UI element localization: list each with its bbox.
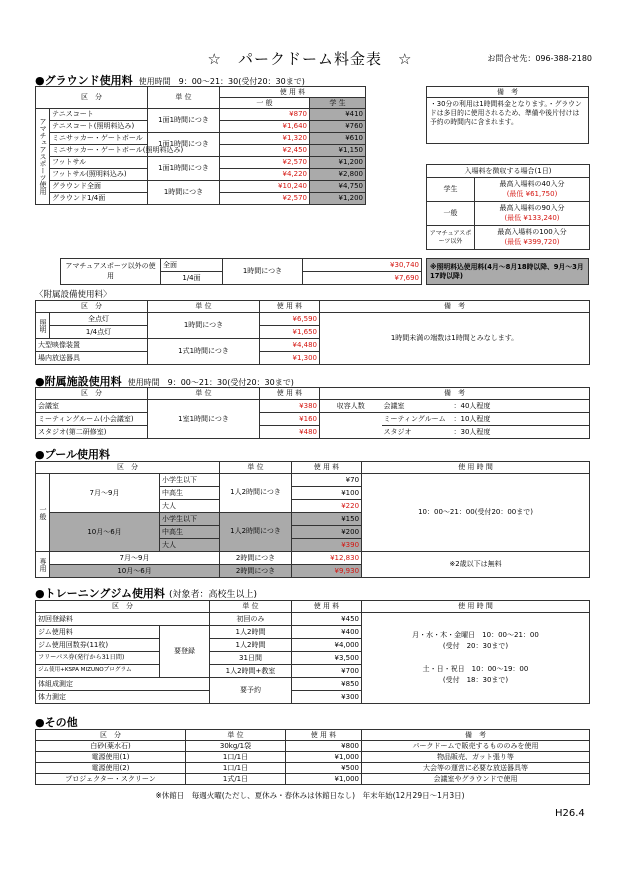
pool-exclusive-winter: 10月～6月 [50,565,220,578]
equipment-col-remarks: 備 考 [320,301,590,313]
equipment-fee: ¥4,480 [260,339,320,352]
other-fee: ¥1,000 [286,752,362,763]
facility-capacity-label: 収容人数 [320,400,382,413]
other-col-fee: 使 用 料 [286,730,362,741]
ground-table [35,86,422,205]
pool-heading: ●プール使用料 [35,448,111,461]
ground-side-label: アマチュアスポーツ使用 [36,109,50,205]
other-unit: 1式/1日 [186,774,286,785]
gym-heading [35,585,257,601]
pool-period-summer: 7月～9月 [50,474,160,513]
ground-unit-court: 1面1時間につき [148,133,220,157]
other-unit: 1口/1日 [186,763,286,774]
ground-hours: 使用時間 9：00～21：30(受付20：30まで) [138,77,305,86]
admission-min: (最低 ¥399,720) [504,237,560,246]
gym-fee: ¥400 [292,626,362,639]
gym-row-name: フリーパス券(発行から31日間) [36,652,160,665]
equipment-heading: 〈附属設備使用料〉 [35,290,112,300]
gym-time-weekend: 土・日・祝日 10：00～19：00 [422,664,529,673]
facility-row-name: ミーティングルーム(小会議室) [36,413,148,426]
equipment-row-name: 1/4点灯 [50,326,148,339]
admission-who: アマチュアスポーツ以外 [427,226,475,250]
pool-age: 中高生 [160,526,220,539]
gym-target: (対象者：高校生以上) [168,590,257,600]
equipment-lighting-label: 照明 [36,313,50,339]
ground-fee-student: ¥4,750 [310,181,366,193]
ground-row-name: グラウンド全面 [50,181,148,193]
ground-col-general: 一 般 [220,98,310,109]
gym-time-weekday-rec: (受付 20：30まで) [442,642,509,651]
ground-other-name: 1/4面 [161,272,223,285]
ground-row-name: テニスコート(照明料込み) [50,121,148,133]
pool-exclusive-summer: 7月～9月 [50,552,220,565]
facility-unit: 1室1時間につき [148,400,260,439]
admission-desc [475,178,590,202]
pool-exclusive-fee: ¥12,830 [292,552,362,565]
other-col-unit: 単 位 [186,730,286,741]
ground-row-name: フットサル [50,157,148,169]
ground-fee-student: ¥1,200 [310,157,366,169]
pool-table [35,461,590,578]
facility-col-unit: 単 位 [148,388,260,400]
other-remarks: パークドームで販売するもののみを使用 [362,741,590,752]
facility-fee: ¥380 [260,400,320,413]
equipment-col-fee: 使 用 料 [260,301,320,313]
facility-cap: ：40人程度 [452,400,590,413]
equipment-row-name: 大型映像装置 [36,339,148,352]
facility-fee: ¥480 [260,426,320,439]
gym-row-name: 初回登録料 [36,613,210,626]
ground-fee-student: ¥1,150 [310,145,366,157]
pool-age: 小学生以下 [160,513,220,526]
pool-exclusive-fee: ¥9,930 [292,565,362,578]
equipment-unit-lighting: 1時間につき [148,313,260,339]
equipment-remarks: 1時間未満の端数は1時間とみなします。 [320,313,590,365]
pool-age: 大人 [160,500,220,513]
ground-fee-student: ¥410 [310,109,366,121]
other-heading: ●その他 [35,716,78,729]
pool-age-note: ※2歳以下は無料 [362,552,590,578]
facility-row-name: 会議室 [36,400,148,413]
ground-unit-hour: 1時間につき [148,181,220,205]
ground-remarks-box [426,86,589,144]
admission-who: 一般 [427,202,475,226]
ground-fee-general: ¥10,240 [220,181,310,193]
ground-col-fee: 使 用 料 [220,87,366,98]
pool-fee: ¥220 [292,500,362,513]
facility-cap-name: 会議室 [382,400,452,413]
gym-row-name: 体組成測定 [36,678,210,691]
pool-age: 小学生以下 [160,474,220,487]
equipment-col-unit: 単 位 [148,301,260,313]
facility-cap-name: スタジオ [382,426,452,439]
ground-col-remarks: 備 考 [427,87,589,98]
pool-unit-person: 1人2時間につき [220,474,292,513]
equipment-table [35,300,590,365]
ground-other-table [60,258,422,285]
gym-heading-text: ●トレーニングジム使用料 [35,587,165,600]
gym-col-fee: 使 用 料 [292,601,362,613]
facility-col-remarks: 備 考 [320,388,590,400]
admission-min: (最低 ¥133,240) [504,213,560,222]
gym-table [35,600,590,704]
pool-general-label: 一般 [36,474,50,552]
gym-col-time: 使 用 時 間 [362,601,590,613]
gym-fee: ¥300 [292,691,362,704]
pool-unit-2h: 2時間につき [220,565,292,578]
facility-cap: ：30人程度 [452,426,590,439]
ground-fee-student: ¥2,800 [310,169,366,181]
facility-col-fee: 使 用 料 [260,388,320,400]
ground-fee-general: ¥1,320 [220,133,310,145]
admission-desc-text: 最高入場料の90入分 [499,204,565,213]
pool-col-category: 区 分 [36,462,220,474]
ground-other-unit: 1時間につき [223,259,303,285]
ground-other-note: ※照明料込使用料(4月～8月18時以降、9月～3月17時以降) [427,259,589,285]
gym-fee: ¥450 [292,613,362,626]
gym-fee: ¥850 [292,678,362,691]
facility-cap: ：10人程度 [452,413,590,426]
ground-row-name: ミニサッカー・ゲートボール(照明料込み) [50,145,148,157]
ground-row-name: フットサル(照明料込み) [50,169,148,181]
ground-heading-text: ●グラウンド使用料 [35,74,133,87]
pool-time: 10：00～21：00(受付20：00まで) [362,474,590,552]
equipment-fee: ¥1,650 [260,326,320,339]
ground-remarks: ・30分の利用は1時間料金となります。・グラウンドは多目的に使用されるため、準備や後片付けは予約の時間内に含まれます。 [427,98,589,144]
admission-min: (最低 ¥61,750) [506,189,558,198]
ground-row-name: グラウンド1/4面 [50,193,148,205]
page-title: ☆ パークドーム料金表 ☆ [207,50,413,68]
admission-desc-text: 最高入場料の40入分 [499,180,565,189]
pool-fee: ¥100 [292,487,362,500]
ground-other-fee: ¥7,690 [303,272,422,285]
other-remarks: 物品販売、ガット張り等 [362,752,590,763]
gym-unit: 1人2時間+教室 [210,665,292,678]
pool-age: 大人 [160,539,220,552]
ground-fee-general: ¥4,220 [220,169,310,181]
ground-fee-student: ¥760 [310,121,366,133]
other-col-remarks: 備 考 [362,730,590,741]
pool-unit-person: 1人2時間につき [220,513,292,552]
other-col-category: 区 分 [36,730,186,741]
other-remarks: 会議室やグラウンドで使用 [362,774,590,785]
ground-other-name: 全面 [161,259,223,272]
pool-age: 中高生 [160,487,220,500]
gym-unit: 31日間 [210,652,292,665]
ground-unit-court: 1面1時間につき [148,157,220,181]
admission-desc-text: 最高入場料の100入分 [497,228,567,237]
gym-fee: ¥700 [292,665,362,678]
facility-cap-name: ミーティングルーム [382,413,452,426]
contact-info: お問合せ先：096-388-2180 [487,54,592,63]
other-row-name: 白砂(薬水石) [36,741,186,752]
gym-reservation: 要予約 [210,678,292,704]
ground-other-note-box [426,258,589,285]
other-remarks: 大会等の運営に必要な放送器具等 [362,763,590,774]
ground-fee-general: ¥1,640 [220,121,310,133]
other-fee: ¥1,000 [286,774,362,785]
ground-fee-general: ¥2,450 [220,145,310,157]
gym-unit: 初回のみ [210,613,292,626]
gym-time-weekday: 月・水・木・金曜日 10：00～21：00 [412,631,539,640]
pool-col-time: 使 用 時 間 [362,462,590,474]
ground-row-name: ミニサッカー・ゲートボール [50,133,148,145]
pool-fee: ¥390 [292,539,362,552]
ground-unit-court: 1面1時間につき [148,109,220,133]
equipment-row-name: 全点灯 [50,313,148,326]
pool-col-unit: 単 位 [220,462,292,474]
facility-heading-text: ●附属施設使用料 [35,375,122,388]
pool-unit-2h: 2時間につき [220,552,292,565]
pool-fee: ¥200 [292,526,362,539]
gym-fee: ¥4,000 [292,639,362,652]
gym-row-name: ジム使用回数券(11枚) [36,639,160,652]
ground-fee-student: ¥1,200 [310,193,366,205]
facility-row-name: スタジオ(第二研修室) [36,426,148,439]
ground-other-fee: ¥30,740 [303,259,422,272]
facility-fee: ¥160 [260,413,320,426]
equipment-fee: ¥6,590 [260,313,320,326]
ground-other-label: アマチュアスポーツ以外の使用 [61,259,161,285]
other-fee: ¥800 [286,741,362,752]
gym-time-weekend-rec: (受付 18：30まで) [442,675,509,684]
gym-row-name: ジム使用+KSPA MIZUNOプログラム [36,665,160,678]
pool-period-winter: 10月～6月 [50,513,160,552]
admission-who: 学生 [427,178,475,202]
gym-unit: 1人2時間 [210,639,292,652]
equipment-fee: ¥1,300 [260,352,320,365]
gym-time [362,613,590,704]
gym-fee: ¥3,500 [292,652,362,665]
ground-col-student: 学 生 [310,98,366,109]
pool-exclusive-label: 専用 [36,552,50,578]
gym-unit: 1人2時間 [210,626,292,639]
equipment-unit-av: 1式1時間につき [148,339,260,365]
ground-col-unit: 単 位 [148,87,220,109]
ground-fee-general: ¥2,570 [220,157,310,169]
other-row-name: 電源使用(1) [36,752,186,763]
ground-col-category: 区 分 [36,87,148,109]
admission-table [426,164,590,250]
ground-fee-general: ¥2,570 [220,193,310,205]
other-fee: ¥500 [286,763,362,774]
facility-table [35,387,590,439]
gym-row-name: 体力測定 [36,691,210,704]
other-unit: 1口/1日 [186,752,286,763]
gym-col-unit: 単 位 [210,601,292,613]
facility-col-category: 区 分 [36,388,148,400]
admission-title: 入場料を徴収する場合(1日) [427,165,590,178]
other-row-name: プロジェクター・スクリーン [36,774,186,785]
other-unit: 30kg/1袋 [186,741,286,752]
other-row-name: 電源使用(2) [36,763,186,774]
gym-registered: 要登録 [160,626,210,678]
pool-fee: ¥70 [292,474,362,487]
other-table [35,729,590,785]
ground-fee-student: ¥610 [310,133,366,145]
equipment-col-category: 区 分 [36,301,148,313]
ground-fee-general: ¥870 [220,109,310,121]
ground-row-name: テニスコート [50,109,148,121]
gym-row-name: ジム使用料 [36,626,160,639]
closed-days-note: ※休館日 毎週火曜(ただし、夏休み・春休みは休館日なし) 年末年始(12月29日～1月3日) [155,791,465,800]
admission-desc [475,226,590,250]
gym-col-category: 区 分 [36,601,210,613]
equipment-row-name: 場内放送器具 [36,352,148,365]
admission-desc [475,202,590,226]
pool-col-fee: 使 用 料 [292,462,362,474]
pool-fee: ¥150 [292,513,362,526]
version-label: H26.4 [555,808,585,819]
facility-hours: 使用時間 9：00～21：30(受付20：30まで) [127,378,294,387]
